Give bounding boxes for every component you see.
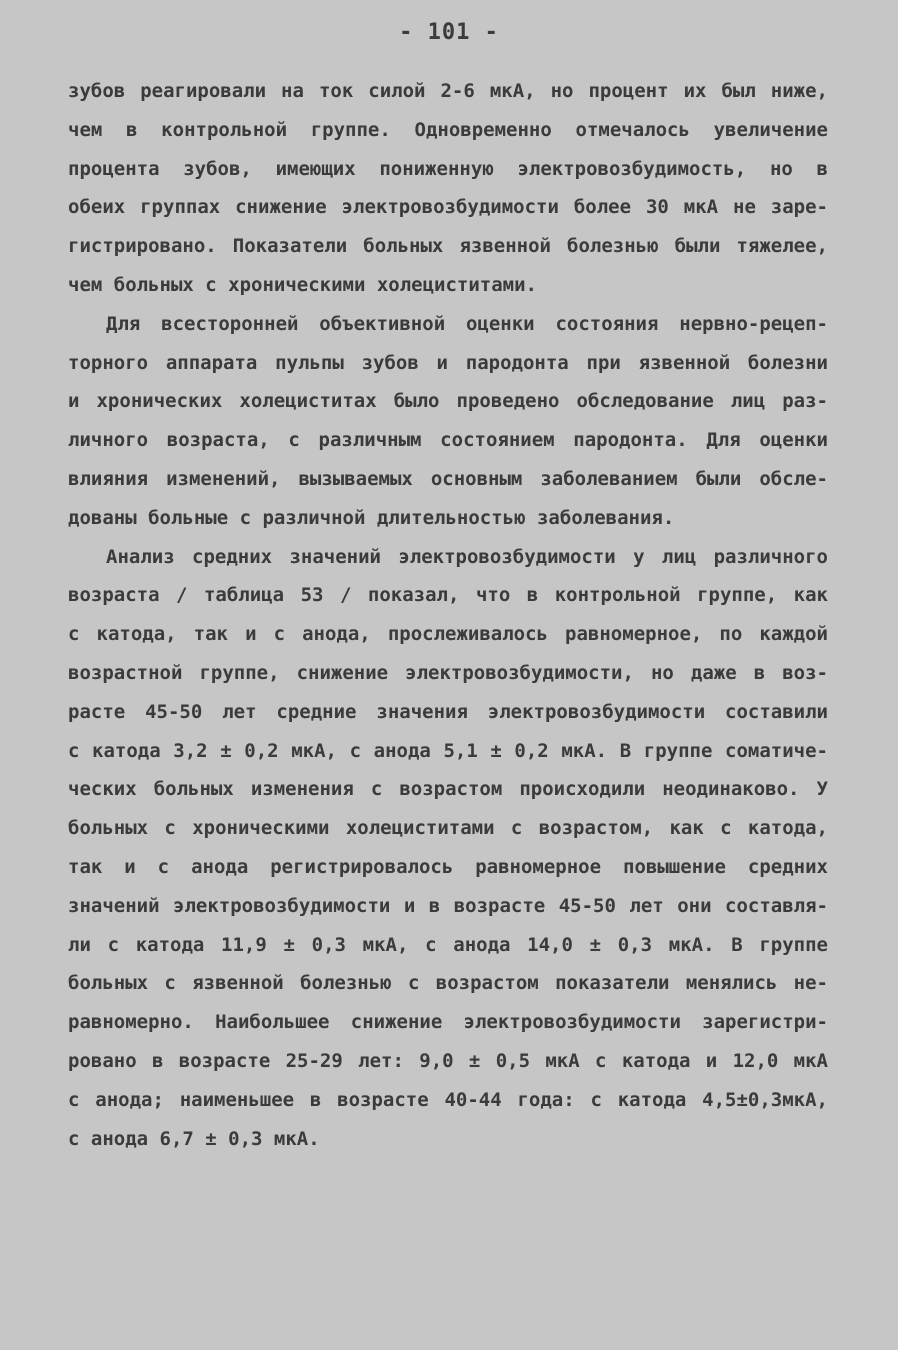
page-number: - 101 - [399, 20, 499, 45]
text-line: Для всесторонней объективной оценки состояния нервно-рецеп- [106, 312, 828, 335]
text-line: гистрировано. Показатели больных язвенной болезнью были тяжелее, [68, 235, 828, 258]
text-line: ровано в возрасте 25-29 лет: 9,0 ± 0,5 мкА с катода и 12,0 мкА [68, 1049, 828, 1072]
text-line: возрастной группе, снижение электровозбудимости, но даже в воз- [68, 661, 828, 684]
text-line: личного возраста, с различным состоянием пародонта. Для оценки [68, 429, 828, 452]
text-line: возраста / таблица 53 / показал, что в контрольной группе, как [68, 584, 828, 607]
text-line: с катода, так и с анода, прослеживалось равномерное, по каждой [68, 623, 828, 646]
text-line: больных с хроническими холециститами с возрастом, как с катода, [68, 817, 828, 840]
text-line: с анода; наименьшее в возрасте 40-44 года: с катода 4,5±0,3мкА, [68, 1088, 828, 1111]
text-line: расте 45-50 лет средние значения электровозбудимости составили [68, 700, 828, 723]
text-line: больных с язвенной болезнью с возрастом показатели менялись не- [68, 972, 828, 995]
text-line: с катода 3,2 ± 0,2 мкА, с анода 5,1 ± 0,2 мкА. В группе соматиче- [68, 739, 828, 762]
text-line: зубов реагировали на ток силой 2-6 мкА, но процент их был ниже, [68, 80, 828, 102]
text-line: чем в контрольной группе. Одновременно отмечалось увеличение [68, 118, 828, 141]
text-line: ческих больных изменения с возрастом происходили неодинаково. У [68, 778, 828, 801]
text-line: чем больных с хроническими холециститами. [68, 273, 537, 296]
text-line: с анода 6,7 ± 0,3 мкА. [68, 1127, 320, 1150]
text-line: значений электровозбудимости и в возрасте 45-50 лет они составля- [68, 894, 828, 917]
text-line: обеих группах снижение электровозбудимости более 30 мкА не заре- [68, 196, 828, 219]
text-line: равномерно. Наибольшее снижение электровозбудимости зарегистри- [68, 1011, 828, 1034]
text-line: процента зубов, имеющих пониженную электровозбудимость, но в [68, 157, 828, 180]
text-line: дованы больные с различной длительностью заболевания. [68, 506, 675, 529]
text-line: торного аппарата пульпы зубов и пародонта при язвенной болезни [68, 351, 828, 374]
text-line: и хронических холециститах было проведено обследование лиц раз- [68, 390, 828, 413]
text-line: влияния изменений, вызываемых основным заболеванием были обсле- [68, 467, 828, 490]
text-line: Анализ средних значений электровозбудимости у лиц различного [106, 545, 828, 568]
text-line: так и с анода регистрировалось равномерное повышение средних [68, 855, 828, 878]
text-line: ли с катода 11,9 ± 0,3 мкА, с анода 14,0 ± 0,3 мкА. В группе [68, 933, 828, 956]
body-text [68, 72, 828, 1158]
